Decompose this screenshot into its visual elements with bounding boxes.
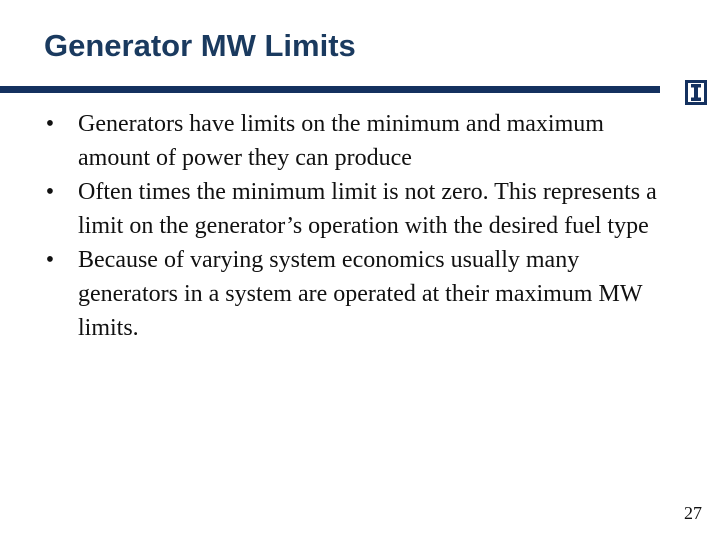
bullet-item: [40, 175, 660, 243]
page-number: 27: [684, 503, 702, 523]
bullet-item: [40, 243, 660, 345]
bullet-list: [40, 107, 660, 345]
bullet-item: [40, 107, 660, 175]
bullet-text: Because of varying system economics usually many generators in a system are operated at their maximum MW limits.: [78, 247, 643, 341]
title-divider: [0, 86, 660, 93]
slide-title: Generator MW Limits: [44, 28, 356, 63]
bullet-marker: •: [45, 111, 55, 137]
bullet-text: Often times the minimum limit is not zero. This represents a limit on the generator’s operation with the desired fuel type: [78, 179, 657, 239]
bullet-marker: •: [45, 247, 55, 273]
bullet-marker: •: [45, 179, 55, 205]
block-i-logo-icon: [685, 80, 707, 105]
bullet-text: Generators have limits on the minimum and maximum amount of power they can produce: [78, 111, 604, 171]
